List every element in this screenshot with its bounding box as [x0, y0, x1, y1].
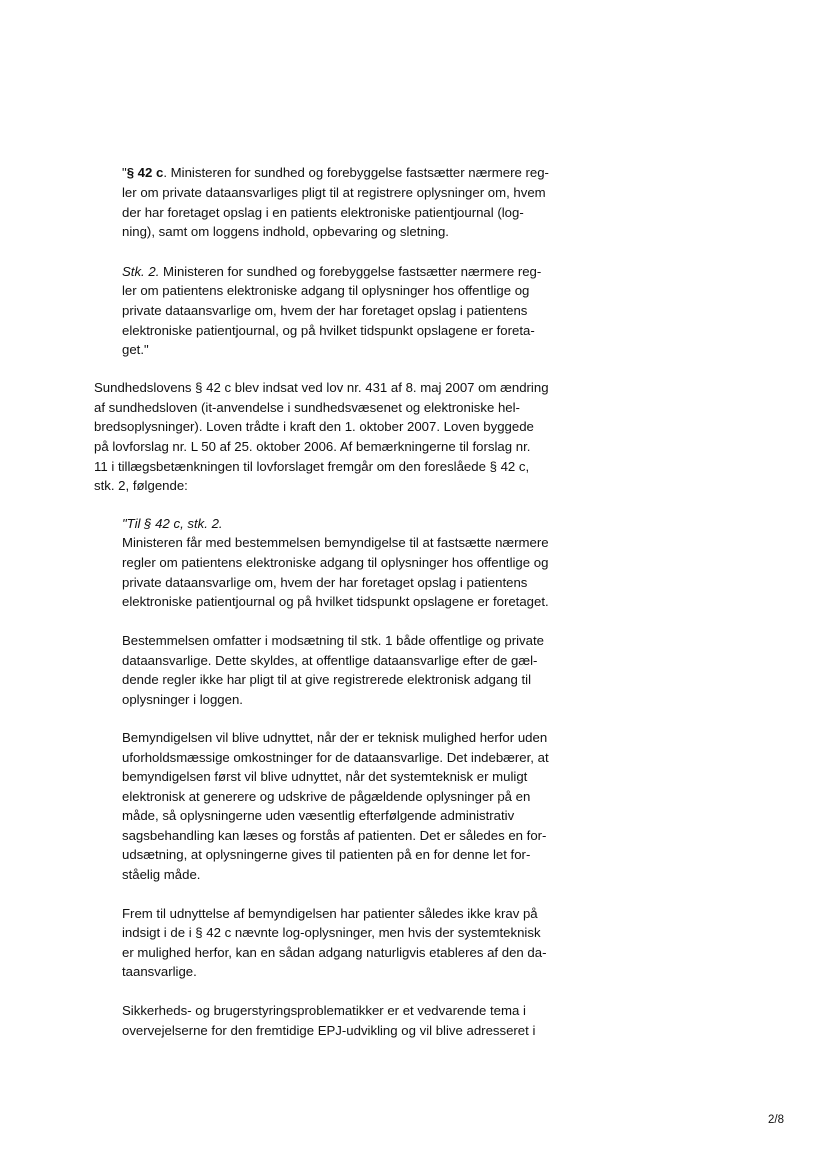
quote1-para2-line1-text: Ministeren for sundhed og forebyggelse fastsætter nærmere reg- — [159, 264, 542, 279]
quote2-para2-line: dataansvarlige. Dette skyldes, at offentlige dataansvarlige efter de gæl- — [122, 653, 538, 668]
stk-label: Stk. 2. — [122, 264, 160, 279]
quote1-para2-line: ler om patientens elektroniske adgang til oplysninger hos offentlige og — [122, 283, 530, 298]
quote2-para4-line: taansvarlige. — [122, 964, 197, 979]
body-paragraph-line: Sundhedslovens § 42 c blev indsat ved lov nr. 431 af 8. maj 2007 om ændring — [94, 380, 549, 395]
body-paragraph-line: af sundhedsloven (it-anvendelse i sundhedsvæsenet og elektroniske hel- — [94, 400, 520, 415]
quote2-para3-line: elektronisk at generere og udskrive de pågældende oplysninger på en — [122, 789, 531, 804]
quote2-para4-line: Frem til udnyttelse af bemyndigelsen har patienter således ikke krav på — [122, 906, 538, 921]
quote1-para2-line: elektroniske patientjournal, og på hvilket tidspunkt opslagene er foreta- — [122, 323, 535, 338]
quote2-para1-line: private dataansvarlige om, hvem der har foretaget opslag i patientens — [122, 575, 528, 590]
page-number: 2/8 — [768, 1114, 784, 1126]
quote2-para3-line: bemyndigelsen først vil blive udnyttet, når det systemteknisk er muligt — [122, 769, 528, 784]
body-paragraph-line: stk. 2, følgende: — [94, 478, 188, 493]
quote2-para3-line: ståelig måde. — [122, 867, 201, 882]
quote2-heading: "Til § 42 c, stk. 2. — [122, 516, 223, 531]
quote1-para1-line1-text: . Ministeren for sundhed og forebyggelse fastsætter nærmere reg- — [163, 165, 549, 180]
quote2-para3-line: uforholdsmæssige omkostninger for de dataansvarlige. Det indebærer, at — [122, 750, 549, 765]
quote2-para3-line: Bemyndigelsen vil blive udnyttet, når der er teknisk mulighed herfor uden — [122, 730, 548, 745]
quote1-para1-line: ler om private dataansvarliges pligt til at registrere oplysninger om, hvem — [122, 185, 546, 200]
quote2-para1-line: regler om patientens elektroniske adgang til oplysninger hos offentlige og — [122, 555, 549, 570]
quote1-para1-line — [122, 163, 549, 183]
quote1-para2-line — [122, 262, 541, 282]
quote2-para5-line: Sikkerheds- og brugerstyringsproblematikker er et vedvarende tema i — [122, 1003, 526, 1018]
quote1-para1-line: ning), samt om loggens indhold, opbevaring og sletning. — [122, 224, 449, 239]
section-heading: § 42 c — [126, 165, 164, 180]
quote2-para1-line: Ministeren får med bestemmelsen bemyndigelse til at fastsætte nærmere — [122, 535, 549, 550]
body-paragraph-line: bredsoplysninger). Loven trådte i kraft den 1. oktober 2007. Loven byggede — [94, 419, 534, 434]
quote1-para1-line: der har foretaget opslag i en patients elektroniske patientjournal (log- — [122, 205, 524, 220]
quote1-para2-line: private dataansvarlige om, hvem der har foretaget opslag i patientens — [122, 303, 528, 318]
body-paragraph-line: på lovforslag nr. L 50 af 25. oktober 2006. Af bemærkningerne til forslag nr. — [94, 439, 531, 454]
quote2-para4-line: er mulighed herfor, kan en sådan adgang naturligvis etableres af den da- — [122, 945, 547, 960]
quote2-para3-line: sagsbehandling kan læses og forstås af patienten. Det er således en for- — [122, 828, 547, 843]
quote2-para3-line: udsætning, at oplysningerne gives til patienten på en for denne let for- — [122, 847, 531, 862]
quote2-para5-line: overvejelserne for den fremtidige EPJ-udvikling og vil blive adresseret i — [122, 1023, 536, 1038]
quote2-para2-line: oplysninger i loggen. — [122, 692, 243, 707]
body-paragraph-line: 11 i tillægsbetænkningen til lovforslaget fremgår om den foreslåede § 42 c, — [94, 459, 530, 474]
quote2-para3-line: måde, så oplysningerne uden væsentlig efterfølgende administrativ — [122, 808, 515, 823]
quote1-para2-line: get." — [122, 342, 149, 357]
quote2-para2-line: Bestemmelsen omfatter i modsætning til stk. 1 både offentlige og private — [122, 633, 544, 648]
quote2-para4-line: indsigt i de i § 42 c nævnte log-oplysninger, men hvis der systemteknisk — [122, 925, 541, 940]
open-quote: " — [122, 165, 127, 180]
quote2-para1-line: elektroniske patientjournal og på hvilket tidspunkt opslagene er foretaget. — [122, 594, 549, 609]
quote2-para2-line: dende regler ikke har pligt til at give registrerede elektronisk adgang til — [122, 672, 532, 687]
